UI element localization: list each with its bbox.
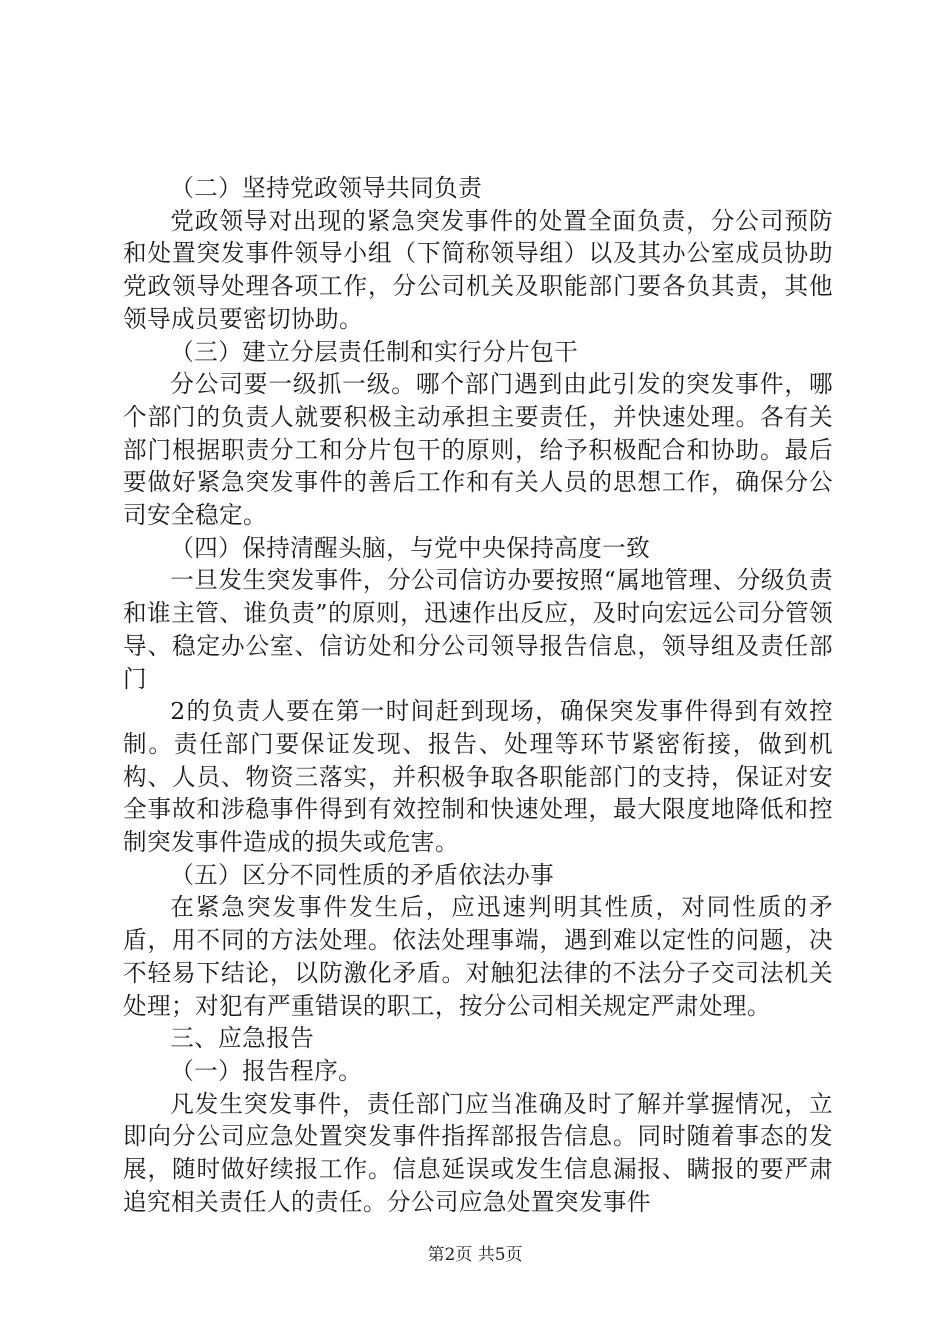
heading-two: （二）坚持党政领导共同负责 <box>170 174 483 202</box>
body-paragraph: 分公司要一级抓一级。哪个部门遇到由此引发的突发事件，哪个部门的负责人就要积极主动承担主要责任，并快速处理。各有关部门根据职责分工和分片包干的原则，给予积极配合和协助。最后要做好紧急突发事件的善后工作和有关人员的思想工作，确保分公司安全稳定。 <box>123 370 833 530</box>
body-paragraph: 在紧急突发事件发生后，应迅速判明其性质，对同性质的矛盾，用不同的方法处理。依法处理事端，遇到难以定性的问题，决不轻易下结论，以防激化矛盾。对触犯法律的不法分子交司法机关处理；对犯有严重错误的职工，按分公司相关规定严肃处理。 <box>123 893 833 1020</box>
document-body <box>123 172 833 1219</box>
body-paragraph: 一旦发生突发事件，分公司信访办要按照“属地管理、分级负责和谁主管、谁负责”的原则，迅速作出反应，及时向宏远公司分管领导、稳定办公室、信访处和分公司领导报告信息，领导组及责任部门 <box>123 566 833 693</box>
body-paragraph: 凡发生突发事件，责任部门应当准确及时了解并掌握情况，立即向分公司应急处置突发事件指挥部报告信息。同时随着事态的发展，随时做好续报工作。信息延误或发生信息漏报、瞒报的要严肃追究相关责任人的责任。分公司应急处置突发事件 <box>123 1089 833 1216</box>
subheading-one: （一）报告程序。 <box>170 1056 363 1085</box>
body-paragraph: 党政领导对出现的紧急突发事件的处置全面负责，分公司预防和处置突发事件领导小组（下简称领导组）以及其办公室成员协助党政领导处理各项工作，分公司机关及职能部门要各负其责，其他领导成员要密切协助。 <box>123 206 833 333</box>
heading-three: （三）建立分层责任制和实行分片包干 <box>170 337 579 366</box>
heading-five: （五）区分不同性质的矛盾依法办事 <box>170 860 555 889</box>
section-heading: 三、应急报告 <box>170 1024 315 1053</box>
body-paragraph: 2的负责人要在第一时间赶到现场，确保突发事件得到有效控制。责任部门要保证发现、报告、处理等环节紧密衔接，做到机构、人员、物资三落实，并积极争取各职能部门的支持，保证对安全事故和涉稳事件得到有效控制和快速处理，最大限度地降低和控制突发事件造成的损失或危害。 <box>123 697 833 857</box>
heading-four: （四）保持清醒头脑，与党中央保持高度一致 <box>170 533 651 562</box>
page-footer: 第2页 共5页 <box>427 1245 523 1265</box>
